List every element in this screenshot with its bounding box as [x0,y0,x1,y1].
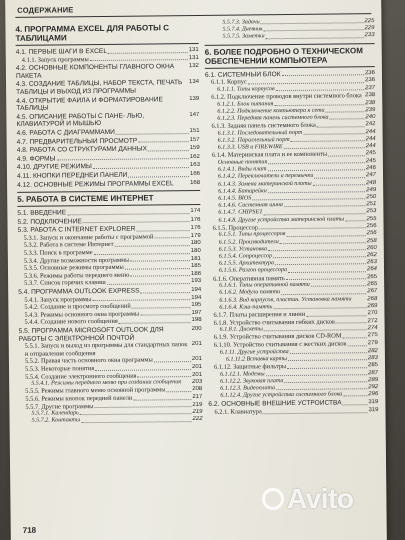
toc-entry-page: 236 [364,77,376,84]
toc-entry-title: 5.5.4. Создание электронного сообщения [25,372,137,381]
toc-entry-title: 6.1.7. Платы расширения и линии [213,310,306,319]
toc-entry-title: 5.5.7.3. Задачи [222,19,260,26]
toc-entry-title: 5.5.7. Другие программы [25,402,94,411]
toc-entry-title: 5.5.5. Режимы главного меню основной программы [25,386,166,396]
toc-leader-dots [107,283,190,285]
toc-entry-page: 163 [189,162,200,169]
toc-leader-dots [281,293,366,295]
toc-entry [16,96,199,113]
toc-leader-dots [291,140,365,142]
toc-entry [205,33,375,42]
toc-entry-page: 194 [191,294,202,301]
toc-entry-page: 134 [188,79,200,86]
toc-entry-page: 151 [189,127,200,134]
toc-entry-title: 6.1. СИСТЕМНЫЙ БЛОК [204,70,281,79]
toc-entry-title: 4.1.1. Запуск программы [21,55,89,64]
toc-entry-page: 222 [192,416,203,423]
toc-entry-title: 5.5.7.4. Дневник [222,26,263,33]
toc-entry-page: 132 [188,63,199,70]
toc-entry-title: 4.2. ОСНОВНЫЕ КОМПОНЕНТЫ ГЛАВНОГО ОКНА ПАКЕТА [15,63,175,80]
toc-entry [17,179,200,189]
toc-leader-dots [264,30,364,32]
toc-leader-dots [343,396,367,397]
toc-leader-dots [130,260,190,262]
toc-leader-dots [141,292,191,294]
toc-entry-title: 6.1.10. Устройство считывания с жестких дисков [213,340,347,349]
toc-entry-title: 6.1.1.1. Типы корпусов [217,85,275,93]
toc-leader-dots [252,198,365,200]
toc-entry-title: 6.1.12.4. Другие устройства системного блока [220,391,343,399]
toc-entry-page: 265 [367,281,378,288]
toc-leader-dots [282,74,364,76]
toc-chapter-heading: 6. БОЛЕЕ ПОДРОБНО О ТЕХНИЧЕСКОМ ОБЕСПЕЧЕНИИ КОМПЬЮТЕРА [205,43,375,69]
toc-entry-title: 5.5.4.1. Режимы переднего меню при создании сообщения [31,379,182,387]
toc-leader-dots [248,82,364,84]
toc-leader-dots [90,59,188,61]
toc-entry-title: 6.1.5.3. Установка [218,246,268,253]
toc-leader-dots [306,315,366,317]
toc-entry-page: 265 [367,273,378,280]
toc-entry-page: 245 [365,158,376,165]
toc-leader-dots [347,345,366,346]
toc-leader-dots [345,220,365,221]
toc-entry-page: 157 [189,136,200,143]
toc-leader-dots [290,352,367,354]
toc-entry-page: 247 [365,172,377,179]
toc-entry-page: 255 [366,215,377,222]
toc-entry-page: 256 [366,222,377,230]
toc-entry-title: 5.3.6. Режимы работы переднего меню [24,271,130,280]
toc-entry [208,407,378,416]
toc-leader-dots [108,52,188,54]
toc-entry-title: 5.3. РАБОТА С INTERNET EXPLORER [17,225,136,235]
toc-entry-title: 6.1.4.7. CHIPSET [218,209,263,217]
toc-entry-page: 279 [367,340,378,347]
toc-leader-dots [148,150,189,151]
toc-entry-title: 5.4.4. Создание нового сообщения [24,318,118,327]
toc-entry-title: 6.1.6.4. Кэш-память [219,304,273,311]
toc-leader-dots [94,253,190,255]
running-header: СОДЕРЖАНИЕ [17,5,74,15]
toc-entry-page: 219 [192,409,203,416]
toc-entry-page: 269 [367,302,378,310]
toc-entry-title: 6.1.3.1. Последовательный порт [217,129,303,137]
toc-entry-title: 5.3.5. Основные режимы программы [23,264,124,273]
toc-entry-title: 6.1.3. Задняя панель системного блока [211,121,316,131]
toc-entry-title: 5.4.3. Режимы основного окна программы [24,310,140,319]
toc-leader-dots [167,391,192,392]
toc-entry-page: 238 [365,99,376,106]
toc-entry-page: 242 [365,121,376,128]
toc-entry-title: 6.1.5.5. Архитектура [218,260,275,267]
toc-leader-dots [133,399,191,401]
toc-leader-dots [280,242,366,244]
toc-entry [16,112,199,129]
toc-entry-page: 256 [366,230,377,237]
toc-entry-title: 6.1.11. Другие устройства [219,348,289,356]
toc-leader-dots [94,406,191,408]
toc-entry-page: 193 [191,278,202,285]
toc-leader-dots [115,245,190,247]
toc-entry-title: 6.1.2.3. Передняя панель системного блока [217,114,329,122]
toc-entry-title: 6.1.3.2. Параллельный порт [217,137,290,144]
toc-entry-page: 201 [192,371,203,378]
toc-leader-dots [311,286,366,288]
toc-entry-page: 262 [366,252,377,259]
toc-entry-title: 4.6. РАБОТА С ДИАГРАММАМИ [16,128,115,137]
toc-entry-page: 201 [191,341,202,348]
toc-leader-dots [266,374,367,376]
toc-entry-title: 5.4.1. Запуск программы [24,295,92,304]
toc-entry-page: 180 [190,248,201,255]
toc-entry-title: 5.5. ПРОГРАММА MICROSOFT OUTLOOK ДЛЯ РАБОТЫ С ЭЛЕКТРОННОЙ ПОЧТОЙ [18,326,164,343]
toc-leader-dots [326,111,365,112]
toc-leader-dots [288,271,366,273]
toc-entry-title: 6.1.5.1. Типы процессоров [218,231,286,239]
toc-entry-title: 5.1. ВВЕДЕНИЕ [17,209,67,217]
toc-leader-dots [328,155,365,156]
toc-entry-page: 272 [367,317,378,324]
toc-entry-title: 6.1.12. Защитные фильтры [213,363,287,371]
toc-leader-dots [276,89,364,91]
toc-entry-title: 6.1.5.4. Сопроцессор [218,253,273,260]
toc-entry-title: 5.5.1. Запуск и выход из программы для стандартных папок и отправления сообщения [24,341,188,358]
toc-entry-page: 240 [365,114,376,121]
toc-entry-title: 5.5.7.1. Календарь [31,410,79,417]
toc-entry-page: 208 [192,386,203,393]
toc-entry-page: 162 [189,153,200,160]
toc-entry-title: 6.1.12.3. Видеоплата [220,385,276,392]
watermark [262,483,353,515]
toc-leader-dots [314,177,365,179]
toc-entry-title: 6.1.4.4. Батарейки [218,188,267,195]
toc-entry-title: 6.1.4.5. BIOS [218,195,252,202]
toc-entry [16,79,199,96]
toc-leader-dots [81,421,191,423]
toc-leader-dots [273,256,366,258]
toc-entry-page: 285 [367,362,379,369]
toc-entry-title: 6.1.2.2. Подключение компьютера к сети [217,107,325,115]
toc-entry-title: 6.1.6. Оперативная память [213,274,285,283]
toc-entry-title: 6.1.3.3. USB и FIREWIRE [217,144,283,151]
toc-entry-page: 131 [188,54,199,61]
toc-entry-page: 239 [365,106,376,114]
toc-leader-dots [138,376,192,378]
toc-entry-page: 180 [190,240,201,247]
toc-entry-page: 319 [368,399,379,406]
toc-leader-dots [343,337,367,338]
toc-entry-page: 267 [367,288,378,295]
toc-entry-page: 249 [366,186,377,194]
toc-entry-page: 251 [366,201,377,208]
toc-leader-dots [303,133,364,135]
toc-entry-title: 6.1.6.2. Модули памяти [219,289,281,297]
toc-leader-dots [343,404,368,405]
toc-entry-page: 201 [191,363,203,371]
toc-leader-dots [286,235,365,237]
toc-leader-dots [116,133,189,135]
toc-entry-page: 270 [367,310,378,317]
toc-entry-page: 263 [366,259,377,266]
toc-entry-title: 4.4. ОТКРЫТИЕ ФАЙЛА И ФОРМАТИРОВАНИЕ ТАБЛИЦЫ [16,95,163,113]
toc-leader-dots [93,167,189,169]
toc-entry-page: 274 [367,325,378,332]
watermark-logo-icon [262,488,284,510]
toc-entry-title: 5.3.4. Другие возможности программы [23,256,130,265]
toc-entry-page: 289 [368,376,379,384]
toc-entry-title: 6.1.4.2. Переключатели и перемычки [217,173,314,181]
toc-entry-title: 6.1.8.1. Дискеты [219,326,263,333]
toc-entry [16,63,199,80]
toc-entry-page: 186 [190,270,202,277]
toc-leader-dots [317,126,365,127]
toc-entry-title: 5.4.2. Создание и просмотр сообщений [24,302,131,312]
toc-entry-page: 264 [366,266,378,273]
toc-entry-page: 244 [365,143,376,150]
toc-entry-title: 6.1.8. Устройство считывания гибких дисков [213,318,335,327]
toc-entry-title: 6.2. ОСНОВНЫЕ ВНЕШНИЕ УСТРОЙСТВА [208,399,342,409]
toc-leader-dots [136,230,189,232]
toc-leader-dots [330,118,365,119]
toc-entry-page: 275 [367,332,378,339]
toc-leader-dots [266,37,364,39]
toc-entry-title: 4.1. ПЕРВЫЕ ШАГИ В EXCEL [15,47,108,56]
toc-entry-page: 217 [192,393,203,400]
toc-entry-title: 5.5.6. Режимы кнопок передней панели [25,394,133,403]
toc-leader-dots [154,238,189,239]
toc-leader-dots [276,388,367,390]
toc-entry-page: 244 [365,136,376,143]
toc-entry-page: 296 [368,391,379,398]
toc-entry-page: 246 [365,165,376,172]
toc-leader-dots [264,330,367,332]
toc-entry-title: 4.9. ФОРМЫ [16,155,56,163]
toc-leader-dots [284,381,367,383]
toc-leader-dots [56,158,188,160]
toc-leader-dots [83,221,190,223]
toc-entry-title: 6.1.2. Подключение проводов внутри системного блока [211,92,362,101]
page-number: 718 [22,525,37,535]
toc-entry-page: 287 [368,369,379,376]
toc-leader-dots [313,184,365,186]
toc-entry-title: 6.2.1. Клавиатура [214,408,262,416]
toc-leader-dots [284,148,365,150]
toc-chapter-heading: 4. ПРОГРАММА EXCEL ДЛЯ РАБОТЫ С ТАБЛИЦАМИ [15,23,198,46]
toc-leader-dots [268,191,365,193]
toc-entry-page: 258 [366,237,377,244]
toc-leader-dots [284,206,365,208]
toc-entry-page: 233 [364,32,375,39]
toc-leader-dots [286,278,366,280]
toc-entry-page: 147 [189,111,200,118]
toc-entry-title: 6.1.4.6. Системная шина [218,202,283,209]
toc-entry-title: 6.1.12.1. Модемы [220,370,265,378]
toc-leader-dots [95,369,191,371]
toc-entry-page: 283 [367,354,378,362]
toc-entry-title: 6.1.4.1. Виды плат [217,166,267,173]
toc-entry-title: 5.5.2. Правая часть основного окна программы [24,356,153,366]
toc-leader-dots [273,307,366,309]
toc-leader-dots [140,314,190,316]
toc-entry-title: 6.1.4.3. Замена материнской платы [218,180,312,188]
toc-leader-dots [92,299,190,301]
toc-entry-page: 200 [191,325,202,333]
toc-entry-page: 229 [364,25,375,32]
toc-entry-page: 203 [192,379,203,386]
toc-entry-page: 198 [191,317,202,324]
toc-entry-title: 6.1.11.2 Вставка карты [225,355,287,363]
toc-entry-page: 248 [366,179,377,186]
toc-leader-dots [259,228,366,230]
toc-leader-dots [138,141,188,143]
toc-entry-page: 194 [191,286,202,294]
toc-entry-title: 5.4. ПРОГРАММА OUTLOOK EXPRESS [18,287,140,296]
toc-entry [20,416,203,425]
toc-entry-title: 6.1.5. Процессор [212,224,259,232]
toc-entry-page: 282 [367,347,378,354]
toc-leader-dots [268,162,365,164]
toc-entry-page: 237 [365,84,376,92]
toc-leader-dots [275,264,366,266]
toc-leader-dots [287,367,367,369]
toc-leader-dots [128,176,189,178]
toc-entry-title: 4.8. РАБОТА СО СТРУКТУРАМИ ДАННЫХ [16,145,148,154]
toc-leader-dots [268,170,365,172]
toc-entry-title: 6.1.1. Корпус [211,78,247,87]
toc-leader-dots [268,249,366,251]
toc-entry-page: 238 [365,92,376,99]
toc-leader-dots [336,322,367,323]
toc-entry-title: 5.3.3. Поиск в программе [23,249,93,257]
toc-leader-dots [130,276,190,278]
toc-entry-page: 168 [190,179,201,186]
toc-entry-page: 139 [189,95,200,102]
toc-entry-page: 159 [189,145,200,152]
toc-entry-page: 268 [367,295,378,302]
toc-entry-title: 5.5.7.5. Заметки [222,33,265,41]
toc-leader-dots [274,104,364,106]
toc-entry-title: 5.2. ПОДКЛЮЧЕНИЕ [17,217,82,226]
toc-leader-dots [119,322,191,324]
toc-entry-title: 6.1.9. Устройство считывания дисков CD-ROM [213,332,342,342]
toc-entry-page: 236 [364,69,375,76]
toc-entry-page: 197 [191,309,202,316]
toc-entry-title: 4.11. КНОПКИ ПЕРЕДНЕЙ ПАНЕЛИ [16,171,128,180]
toc-entry-title: 6.1.6.3. Вид корпусов, пластин. Установка памяти [219,296,352,304]
toc-entry-page: 166 [189,170,201,177]
toc-entry-page: 179 [190,232,201,239]
toc-entry-title: 4.12. ОСНОВНЫЕ РЕЖИМЫ ПРОГРАММЫ EXCEL [17,179,174,189]
toc-entry-page: 250 [366,194,377,201]
toc-entry-page: 260 [366,244,377,252]
toc-entry-page: 244 [365,128,376,136]
toc-entry-page: 181 [190,255,201,262]
toc-entry-title: 5.3.7. Список горячих клавиш [24,279,106,288]
toc-entry-title: 6.1.4.8. Другие устройства материнской платы [218,216,345,224]
toc-leader-dots [288,359,367,361]
toc-leader-dots [67,213,189,215]
toc-leader-dots [264,213,366,215]
toc-entry-page: 201 [191,356,202,363]
toc-entry-page: 225 [364,18,375,25]
toc-leader-dots [261,22,364,24]
toc-entry-title: Основные понятия [217,159,268,166]
toc-entry-page: 253 [366,208,377,215]
toc-entry-page: 131 [188,46,199,54]
toc-entry-page: 176 [190,225,201,232]
toc-entry-title: 6.1.5.6. Разгон процессора [218,267,288,275]
toc-entry-page: 176 [190,216,201,223]
toc-entry-page: 292 [368,384,379,391]
toc-leader-dots [80,413,192,415]
toc-entry-title: 5.5.3. Некоторые понятия [24,365,95,373]
toc-leader-dots [263,412,368,414]
toc-entry-title: 4.3. СОЗДАНИЕ ТАБЛИЦЫ, НАБОР ТЕКСТА, ПЕЧАТЬ ТАБЛИЦЫ И ВЫХОД ИЗ ПРОГРАММЫ [16,79,183,96]
toc-entry-page: 174 [190,208,201,215]
toc-right-column [204,18,378,416]
toc-chapter-heading: 5. РАБОТА В СИСТЕМЕ ИНТЕРНЕТ [17,190,200,207]
toc-entry-title: 5.5.7.2. Контакты [31,417,81,425]
toc-entry-title: 5.3.1. Запуск и окончание работы с программой [23,233,154,242]
toc-entry-title: 6.1.6.1. Типы оперативной памяти [219,282,310,289]
toc-entry-page: 185 [190,263,201,270]
toc-entry-title: 4.10. ДРУГИЕ РЕЖИМЫ [16,163,92,172]
book-page [5,0,387,540]
toc-leader-dots [154,361,191,362]
toc-entry-page: 319 [368,407,379,414]
toc-leader-dots [125,268,190,270]
toc-entry-title: 6.1.4. Материнская плата и ее компоненты [211,151,328,160]
toc-leader-dots [132,307,191,309]
toc-entry-title: 4.7. ПРЕДВАРИТЕЛЬНЫЙ ПРОСМОТР [16,137,138,146]
watermark-text: Avito [287,483,354,514]
toc-entry-title: 6.1.2.1. Блок питания [217,100,274,108]
toc-entry-title: 4.5. ОПИСАНИЕ РАБОТЫ С ПАНЕ- ЛЬЮ, КЛАВИАТУРОЙ И МЫШЬЮ [16,112,145,129]
toc-left-column [15,20,202,425]
toc-entry-title: 5.3.2. Работа в системе Интернет [23,241,114,250]
toc-entry-title: 6.1.5.2. Производители [218,238,279,246]
toc-entry-page: 195 [191,302,202,309]
toc-entry-title: 6.1.12.2. Звуковая плата [220,377,284,385]
toc-entry-page: 219 [192,401,203,408]
toc-entry-page: 245 [365,150,376,157]
